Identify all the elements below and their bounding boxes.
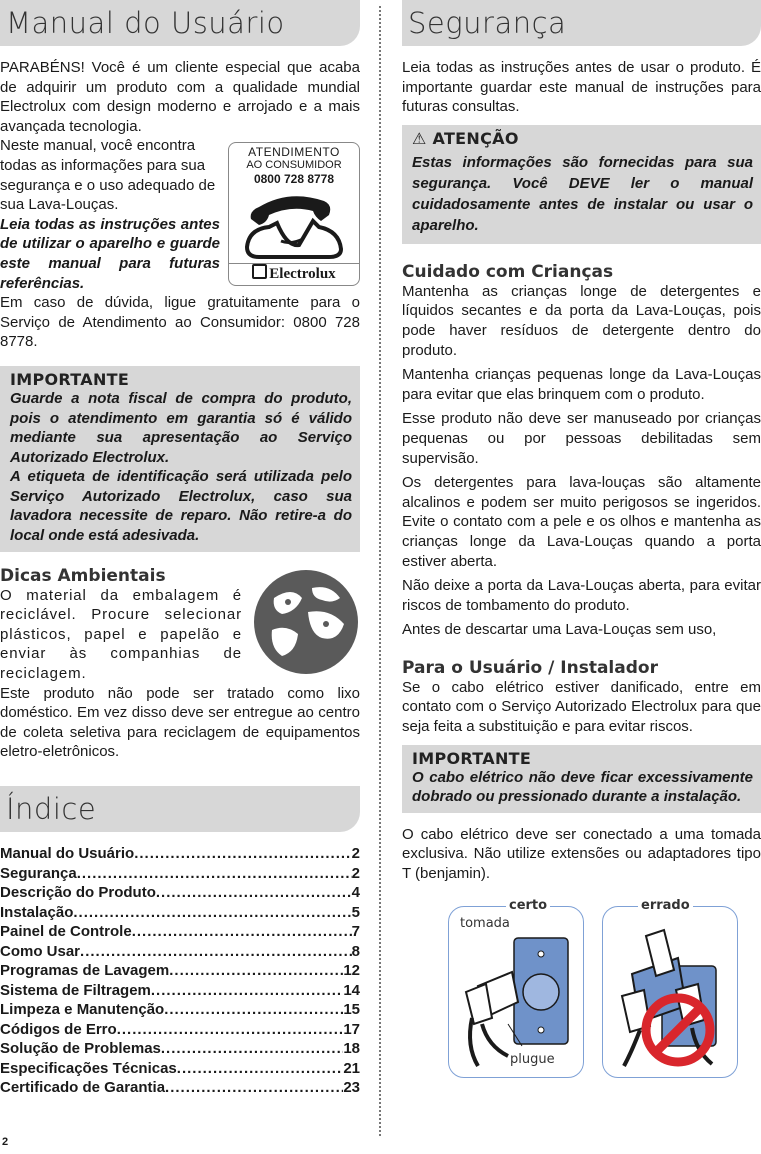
electrolux-logo-icon (252, 264, 267, 279)
index-entry[interactable] (0, 1000, 360, 1020)
index-entry-leader (77, 864, 352, 884)
index-list (0, 844, 360, 1098)
index-entry[interactable] (0, 922, 360, 942)
index-entry-page: 8 (351, 942, 360, 960)
index-entry[interactable] (0, 1078, 360, 1098)
wrong-plug-illustration (602, 906, 736, 1076)
atencao-box (402, 125, 761, 244)
criancas-list (402, 282, 761, 640)
plug-figure (402, 898, 761, 1078)
left-column (0, 0, 360, 1098)
page-number: 2 (2, 1136, 9, 1148)
index-entry-page: 2 (351, 864, 360, 882)
index-entry-page: 23 (343, 1079, 360, 1096)
index-entry-leader (73, 903, 351, 923)
column-divider (379, 6, 381, 1136)
index-entry-leader (156, 883, 352, 903)
correct-plug-illustration (448, 906, 582, 1076)
badge-brand (229, 263, 359, 284)
consumer-service-badge (228, 142, 360, 286)
usuario-paragraph-1: Se o cabo elétrico estiver danificado, entre em contato com o Serviço Autorizado Electrolux para que seja feita a substituição e para evitar riscos. (402, 678, 761, 736)
dicas-heading: Dicas Ambientais (0, 565, 166, 586)
intro-paragraph: PARABÉNS! Você é um cliente especial que acaba de adquirir um produto com a qualidade mundial Electrolux com design moderno e arrojado e a mais avançada tecnologia. (0, 59, 360, 135)
plugue-label: plugue (510, 1051, 555, 1067)
index-entry-leader (134, 844, 351, 864)
index-entry-leader (132, 922, 352, 942)
intro-paragraph-4: Em caso de dúvida, ligue gratuitamente para o Serviço de Atendimento ao Consumidor: 0800 728 8778. (0, 294, 360, 351)
atencao-heading-row (412, 129, 753, 148)
index-entry[interactable] (0, 981, 360, 1001)
index-entry-label: Painel de Controle (0, 923, 132, 940)
index-entry-leader (164, 1000, 343, 1020)
index-entry-leader (169, 961, 343, 981)
index-entry[interactable] (0, 844, 360, 864)
atencao-text: Estas informações são fornecidas para sua segurança. Você DEVE ler o manual cuidadosamente antes de instalar ou usar o aparelho. (412, 153, 753, 234)
index-entry-page: 12 (343, 962, 360, 979)
badge-brand-text: Electrolux (269, 266, 336, 283)
index-entry[interactable] (0, 1059, 360, 1079)
index-entry-label: Programas de Lavagem (0, 962, 170, 979)
index-entry-label: Instalação (0, 903, 74, 921)
index-entry-page: 15 (343, 1001, 360, 1018)
index-entry-label: Descrição do Produto (0, 884, 156, 901)
index-entry-leader (177, 1059, 344, 1079)
manual-title: Manual do Usuário (0, 0, 360, 46)
index-entry-leader (117, 1020, 344, 1040)
atencao-heading: ATENÇÃO (432, 128, 519, 148)
certo-label: certo (506, 898, 550, 913)
dicas-paragraph-2: Este produto não pode ser tratado como lixo doméstico. Em vez disso deve ser entregue ao centro de coleta seletiva para reciclagem de equipamentos eletro-eletrônicos. (0, 684, 360, 761)
importante-cabo-heading: IMPORTANTE (412, 748, 532, 768)
index-entry[interactable] (0, 1020, 360, 1040)
criancas-paragraph: Os detergentes para lava-louças são altamente alcalinos e podem ser muito perigosos se ingeridos. Evite o contato com a pele e os olhos e mantenha as crianças longe da Lava-Louças quando a porta estiver aberta. (402, 474, 761, 570)
index-entry-leader (165, 1078, 343, 1098)
index-entry[interactable] (0, 1039, 360, 1059)
index-entry-page: 17 (343, 1020, 360, 1038)
index-entry[interactable] (0, 903, 360, 923)
index-entry-label: Certificado de Garantia (0, 1079, 166, 1096)
badge-line2: AO CONSUMIDOR (246, 159, 342, 172)
right-column (402, 0, 761, 1078)
index-entry[interactable] (0, 864, 360, 884)
importante-cabo-box (402, 745, 761, 813)
index-entry-leader (151, 981, 343, 1001)
index-entry-page: 7 (351, 923, 360, 940)
index-entry-page: 14 (343, 981, 360, 999)
intro-paragraph-2: Neste manual, você encontra todas as informações para sua segurança e o uso adequado de sua Lava-Louças. (0, 137, 216, 214)
index-entry-label: Especificações Técnicas (0, 1059, 177, 1077)
index-entry-page: 18 (343, 1040, 360, 1057)
index-entry[interactable] (0, 942, 360, 962)
importante-text-1: Guarde a nota fiscal de compra do produto, pois o atendimento em garantia só é válido mediante sua apresentação ao Serviço Autorizado Electrolux. (10, 389, 352, 466)
index-entry-label: Segurança (0, 864, 77, 882)
dicas-section (0, 566, 360, 762)
criancas-heading: Cuidado com Crianças (402, 261, 614, 282)
warning-icon: ⚠ (412, 128, 427, 148)
criancas-paragraph: Esse produto não deve ser manuseado por crianças pequenas ou por pessoas debilitadas sem supervisão. (402, 410, 761, 467)
criancas-paragraph: Mantenha as crianças longe de detergentes e líquidos secantes e da porta da Lava-Louças, pois pode haver resíduos de detergente dentro do produto. (402, 282, 761, 359)
criancas-paragraph: Não deixe a porta da Lava-Louças aberta, para evitar riscos de tombamento do produto. (402, 577, 761, 614)
indice-title: Índice (0, 786, 360, 832)
index-entry[interactable] (0, 883, 360, 903)
badge-line1: ATENDIMENTO (248, 145, 340, 160)
globe-icon (252, 568, 360, 676)
index-entry-page: 21 (343, 1059, 360, 1077)
intro-paragraph-3: Leia todas as instruções antes de utilizar o aparelho e guarde este manual para futuras referências. (0, 215, 220, 292)
index-entry-page: 2 (351, 845, 360, 862)
seguranca-intro: Leia todas as instruções antes de usar o produto. É importante guardar este manual de instruções para futuras consultas. (402, 59, 761, 116)
importante-box (0, 366, 360, 552)
index-entry-label: Manual do Usuário (0, 845, 135, 862)
index-entry-label: Limpeza e Manutenção (0, 1001, 165, 1018)
tomada-label: tomada (460, 915, 510, 931)
index-entry-label: Códigos de Erro (0, 1020, 117, 1038)
index-entry-label: Sistema de Filtragem (0, 981, 151, 999)
criancas-paragraph: Antes de descartar uma Lava-Louças sem uso, (402, 621, 717, 639)
index-entry-label: Como Usar (0, 942, 81, 960)
intro-with-badge (0, 136, 360, 352)
importante-text-2: A etiqueta de identificação será utilizada pelo Serviço Autorizado Electrolux, caso sua lavadora necessite de reparo. Não retire-a do local onde está adesivada. (10, 468, 352, 545)
index-entry[interactable] (0, 961, 360, 981)
seguranca-title: Segurança (402, 0, 761, 46)
badge-phone: 0800 728 8778 (253, 172, 335, 187)
importante-cabo-text: O cabo elétrico não deve ficar excessivamente dobrado ou pressionado durante a instalação. (412, 768, 753, 806)
usuario-heading: Para o Usuário / Instalador (402, 657, 658, 678)
index-entry-leader (161, 1039, 343, 1059)
dicas-paragraph-1: O material da embalagem é reciclável. Procure selecionar plásticos, papel e papelão e enviar às companhias de reciclagem. (0, 586, 242, 683)
importante-heading: IMPORTANTE (10, 369, 130, 389)
index-entry-leader (80, 942, 352, 962)
index-entry-label: Solução de Problemas (0, 1040, 161, 1057)
errado-label: errado (638, 898, 693, 913)
index-entry-page: 4 (351, 884, 360, 901)
criancas-paragraph: Mantenha crianças pequenas longe da Lava-Louças para evitar que elas brinquem com o produto. (402, 366, 761, 403)
index-entry-page: 5 (351, 903, 360, 921)
telephone-icon (229, 187, 359, 263)
usuario-paragraph-2: O cabo elétrico deve ser conectado a uma tomada exclusiva. Não utilize extensões ou adaptadores tipo T (benjamin). (402, 825, 761, 883)
